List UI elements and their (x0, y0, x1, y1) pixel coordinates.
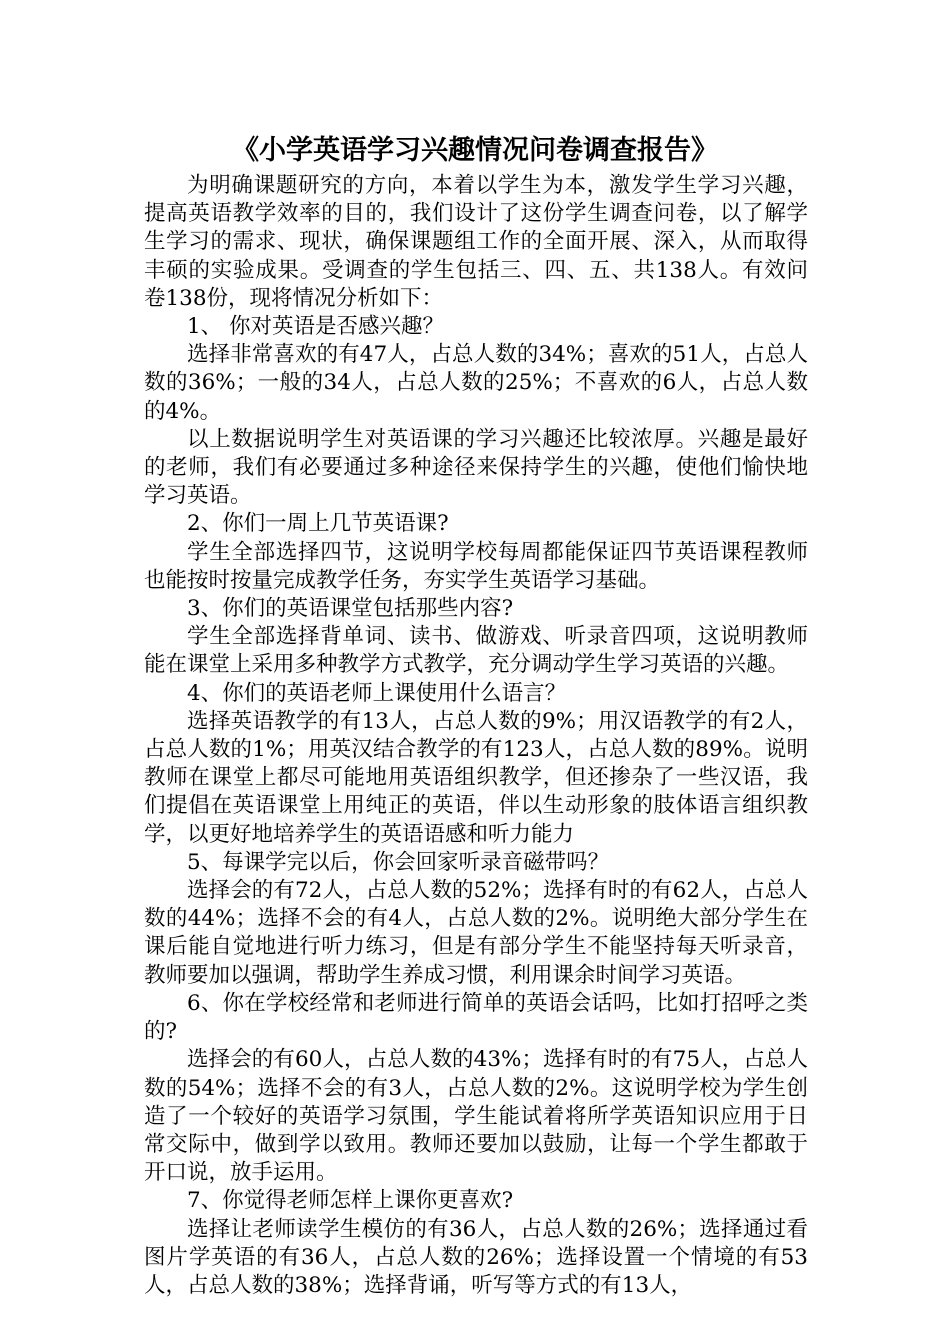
question-3-result: 学生全部选择背单词、读书、做游戏、听录音四项，这说明教师能在课堂上采用多种教学方式教学，充分调动学生学习英语的兴趣。 (144, 624, 808, 678)
question-1-analysis: 以上数据说明学生对英语课的学习兴趣还比较浓厚。兴趣是最好的老师，我们有必要通过多种途径来保持学生的兴趣，使他们愉快地学习英语。 (144, 426, 808, 509)
question-5-result: 选择会的有72人，占总人数的52%；选择有时的有62人，占总人数的44%；选择不会的有4人，占总人数的2%。说明绝大部分学生在课后能自觉地进行听力练习，但是有部分学生不能坚持每天听录音，教师要加以强调，帮助学生养成习惯，利用课余时间学习英语。 (144, 878, 808, 988)
question-3-heading: 3、你们的英语课堂包括那些内容? (187, 596, 514, 622)
question-4-result: 选择英语教学的有13人，占总人数的9%；用汉语教学的有2人，占总人数的1%；用英汉结合教学的有123人，占总人数的89%。说明教师在课堂上都尽可能地用英语组织教学，但还掺杂了一些汉语，我们提倡在英语课堂上用纯正的英语，伴以生动形象的肢体语言组织教学，以更好地培养学生的英语语感和听力能力 (144, 708, 808, 847)
question-2-result: 学生全部选择四节，这说明学校每周都能保证四节英语课程教师也能按时按量完成教学任务，夯实学生英语学习基础。 (144, 539, 808, 593)
question-4-heading: 4、你们的英语老师上课使用什么语言？ (187, 680, 567, 706)
document-title: 《小学英语学习兴趣情况问卷调查报告》 (232, 135, 718, 166)
question-7-heading: 7、你觉得老师怎样上课你更喜欢? (187, 1188, 514, 1214)
document-body (144, 172, 808, 1300)
question-7-result: 选择让老师读学生模仿的有36人，占总人数的26%；选择通过看图片学英语的有36人，占总人数的26%；选择设置一个情境的有53人，占总人数的38%；选择背诵，听写等方式的有13人， (144, 1216, 808, 1298)
question-6-result: 选择会的有60人，占总人数的43%；选择有时的有75人，占总人数的54%；选择不会的有3人，占总人数的2%。这说明学校为学生创造了一个较好的英语学习氛围，学生能试着将所学英语知识应用于日常交际中，做到学以致用。教师还要加以鼓励，让每一个学生都敢于开口说，放手运用。 (144, 1047, 808, 1186)
question-1-result: 选择非常喜欢的有47人，占总人数的34%；喜欢的51人，占总人数的36%；一般的34人，占总人数的25%；不喜欢的6人，占总人数的4%。 (144, 342, 808, 424)
question-2-heading: 2、你们一周上几节英语课? (187, 511, 449, 537)
intro-paragraph: 为明确课题研究的方向，本着以学生为本，激发学生学习兴趣，提高英语教学效率的目的，我们设计了这份学生调查问卷，以了解学生学习的需求、现状，确保课题组工作的全面开展、深入，从而取得丰硕的实验成果。受调查的学生包括三、四、五、共138人。有效问卷138份，现将情况分析如下： (144, 173, 808, 311)
question-6-heading: 6、你在学校经常和老师进行简单的英语会话吗，比如打招呼之类的? (144, 990, 808, 1045)
question-5-heading: 5、每课学完以后，你会回家听录音磁带吗？ (187, 849, 610, 875)
question-1-heading: 1、 你对英语是否感兴趣？ (187, 314, 445, 340)
